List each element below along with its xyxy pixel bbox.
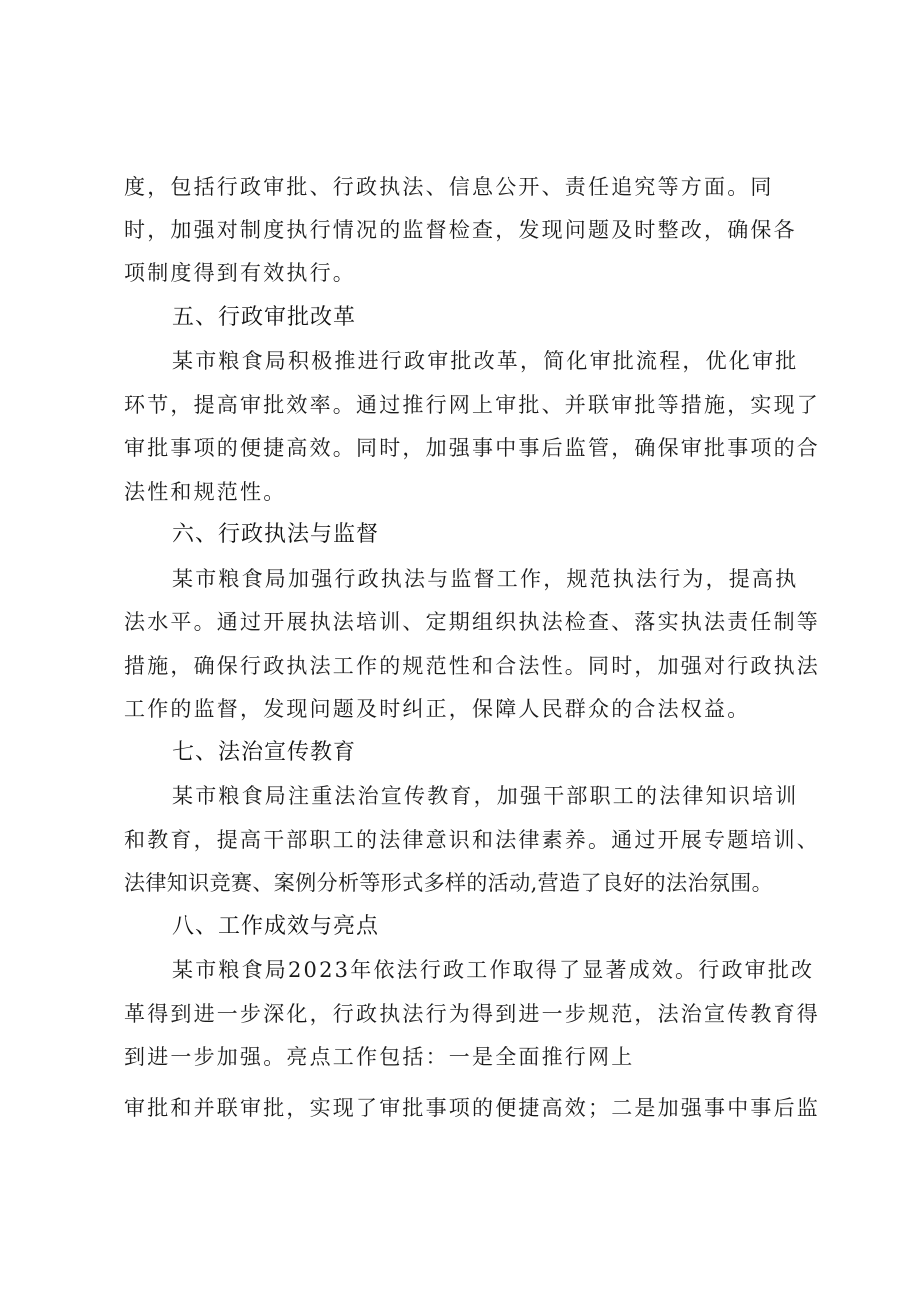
paragraph-line: 和教育，提高干部职工的法律意识和法律素养。通过开展专题培训、: [124, 828, 820, 852]
paragraph-line: 项制度得到有效执行。: [124, 261, 356, 285]
paragraph-line: 法性和规范性。: [124, 480, 287, 504]
paragraph-line: 时，加强对制度执行情况的监督检查，发现问题及时整改，确保各: [124, 218, 797, 242]
paragraph-line: 革得到进一步深化，行政执法行为得到进一步规范，法治宣传教育得: [124, 1002, 820, 1026]
paragraph-line: 工作的监督，发现问题及时纠正，保障人民群众的合法权益。: [124, 697, 751, 721]
paragraph-line: 审批和并联审批，实现了审批事项的便捷高效；二是加强事中事后监: [124, 1096, 820, 1120]
section-heading: 七、法治宣传教育: [172, 740, 357, 765]
paragraph-line: 法水平。通过开展执法培训、定期组织执法检查、落实执法责任制等: [124, 610, 820, 634]
paragraph-line: 环节，提高审批效率。通过推行网上审批、并联审批等措施，实现了: [124, 393, 820, 417]
paragraph-line: 度，包括行政审批、行政执法、信息公开、责任追究等方面。同: [124, 175, 774, 199]
paragraph-line: 某市粮食局注重法治宣传教育，加强干部职工的法律知识培训: [172, 784, 799, 808]
paragraph-line: 到进一步加强。亮点工作包括：一是全面推行网上: [124, 1045, 635, 1069]
paragraph-line: 措施，确保行政执法工作的规范性和合法性。同时，加强对行政执法: [124, 654, 820, 678]
paragraph-line: 法律知识竞赛、案例分析等形式多样的活动,营造了良好的法治氛围。: [124, 871, 774, 895]
section-heading: 五、行政审批改革: [172, 305, 357, 330]
section-heading: 八、工作成效与亮点: [172, 914, 380, 939]
section-heading: 六、行政执法与监督: [172, 522, 380, 547]
paragraph-line: 某市粮食局2023年依法行政工作取得了显著成效。行政审批改: [172, 958, 815, 982]
paragraph-line: 某市粮食局积极推进行政审批改革，简化审批流程，优化审批: [172, 349, 799, 373]
paragraph-line: 审批事项的便捷高效。同时，加强事中事后监管，确保审批事项的合: [124, 436, 820, 460]
paragraph-line: 某市粮食局加强行政执法与监督工作，规范执法行为，提高执: [172, 567, 799, 591]
